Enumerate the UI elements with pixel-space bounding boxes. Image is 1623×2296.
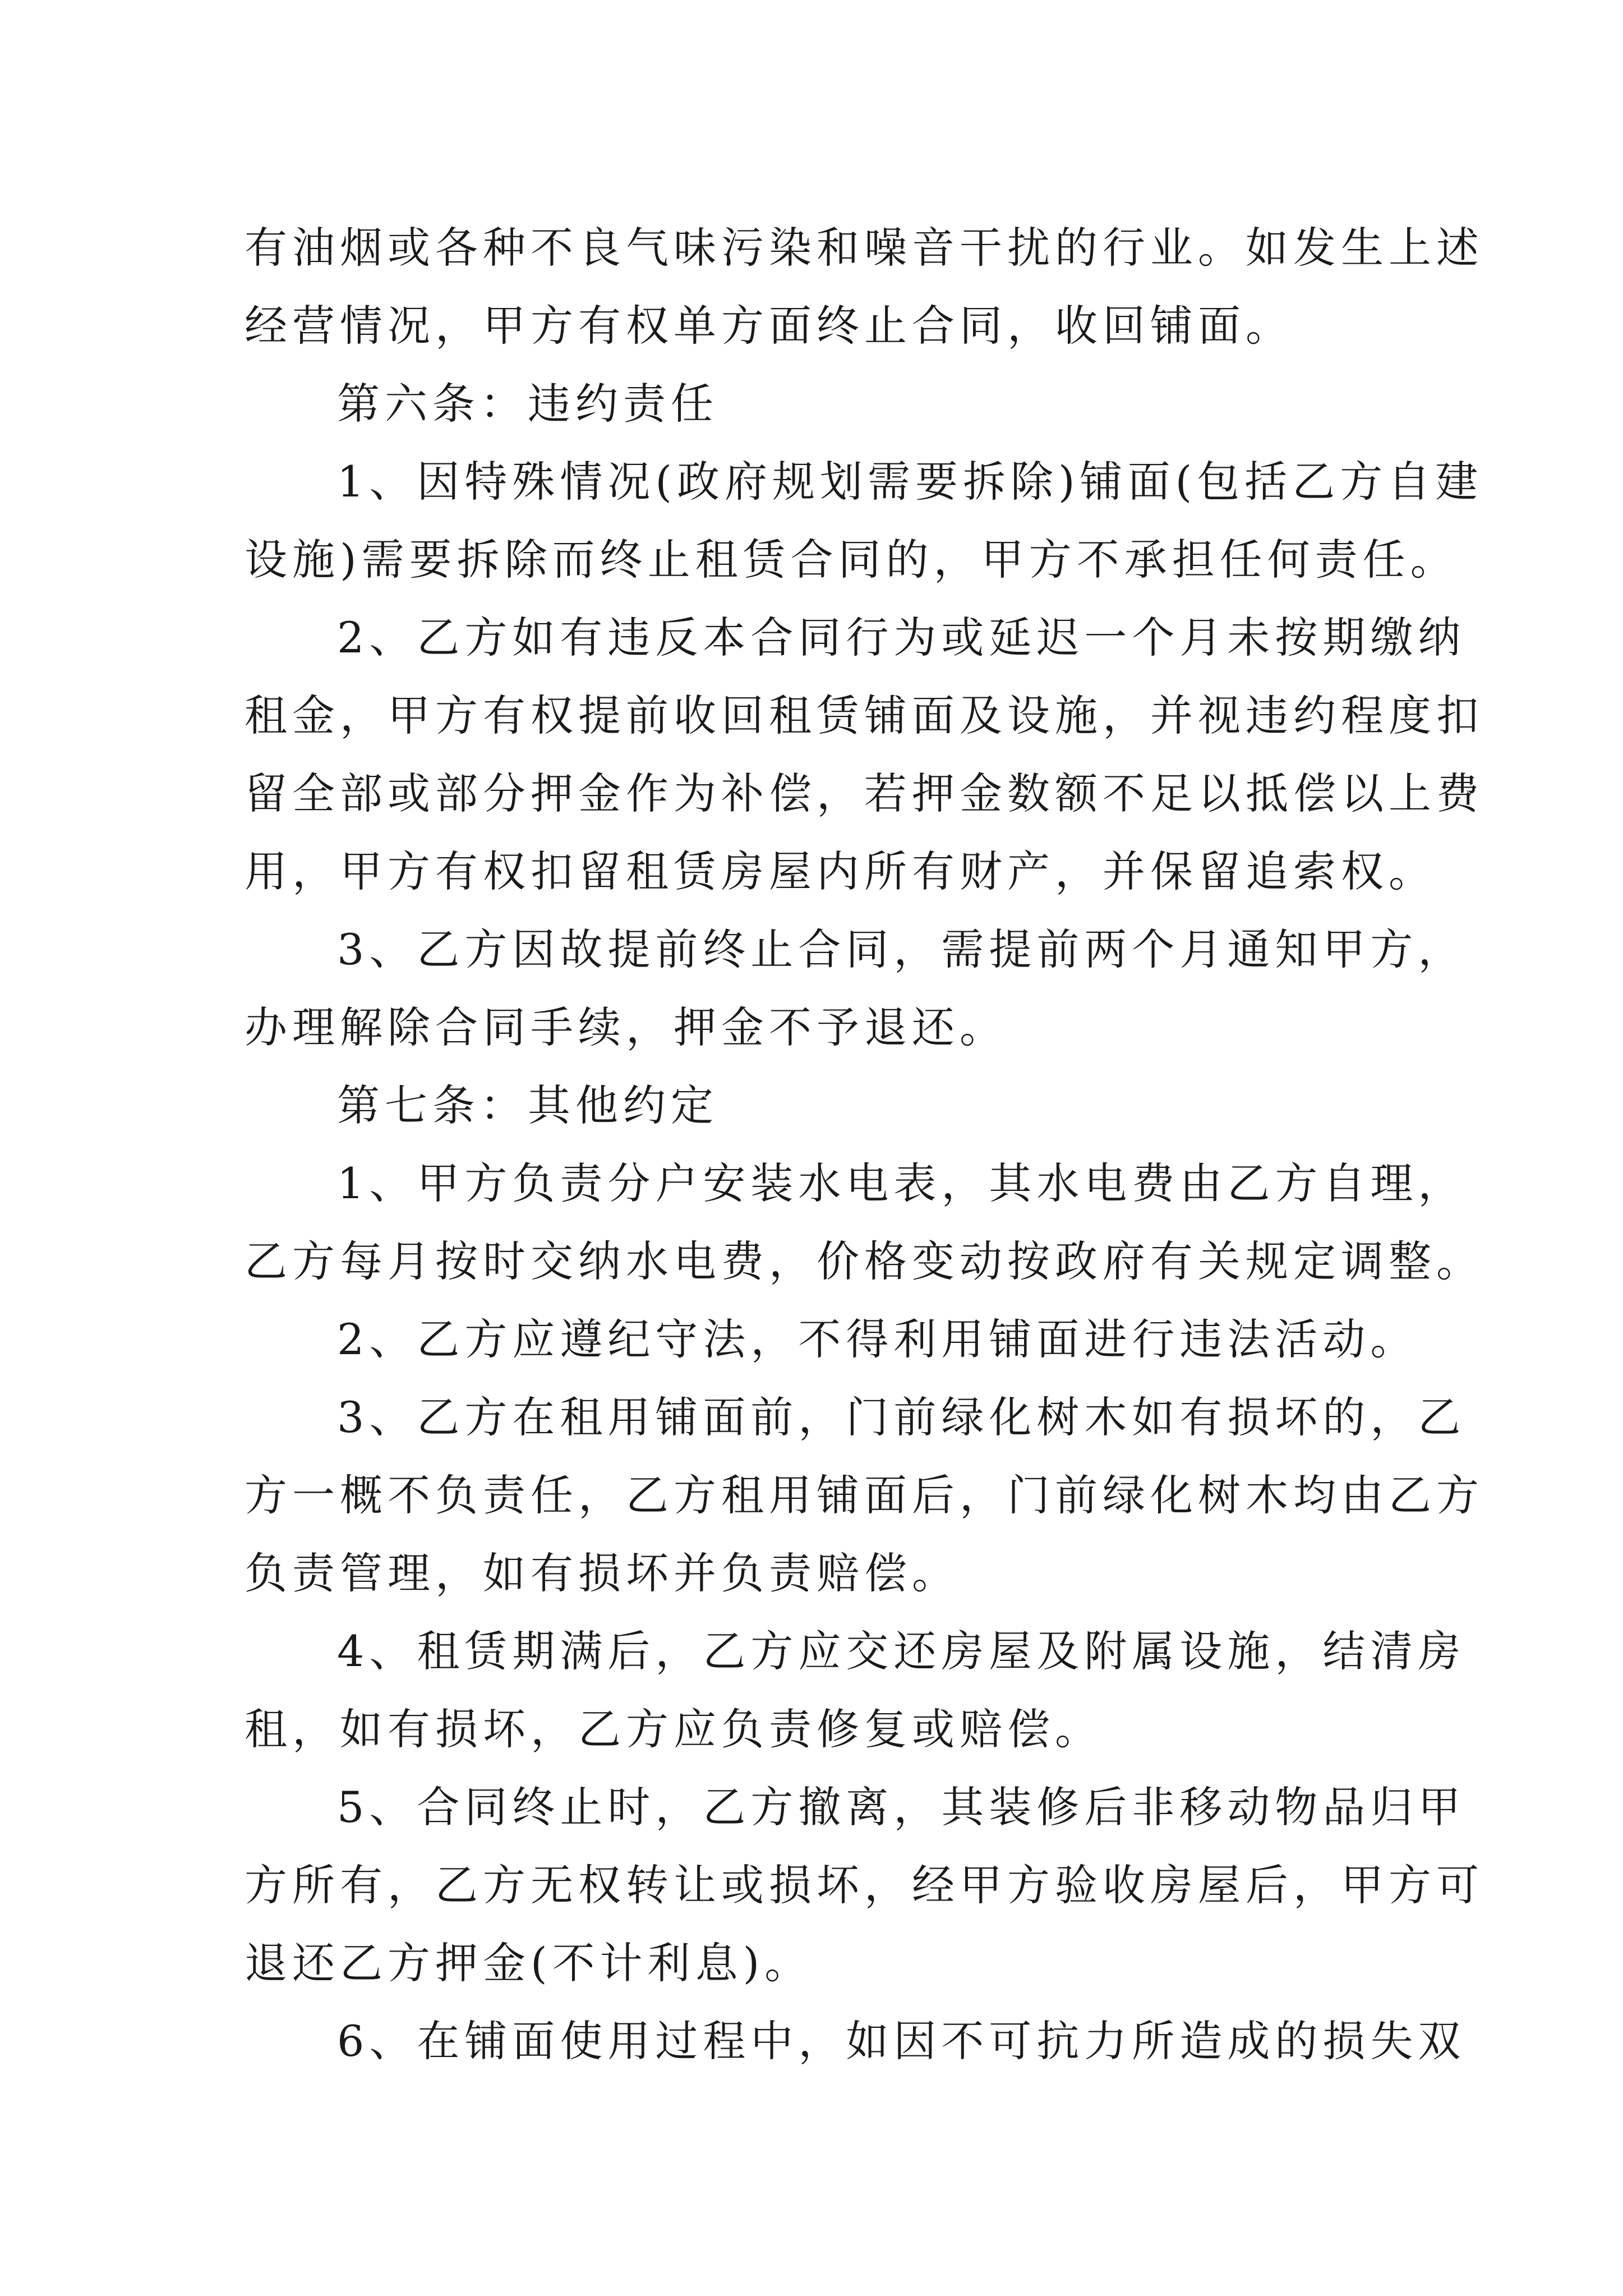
text-line: 2、乙方如有违反本合同行为或延迟一个月未按期缴纳	[337, 613, 1466, 662]
text-line: 3、乙方在租用铺面前，门前绿化树木如有损坏的，乙	[337, 1392, 1466, 1442]
text-line: 负责管理，如有损坏并负责赔偿。	[245, 1548, 960, 1598]
text-line: 5、合同终止时，乙方撤离，其装修后非移动物品归甲	[337, 1782, 1466, 1832]
text-line: 1、甲方负责分户安装水电表，其水电费由乙方自理，	[337, 1158, 1466, 1208]
text-line: 4、租赁期满后，乙方应交还房屋及附属设施，结清房	[337, 1626, 1466, 1676]
text-line: 用，甲方有权扣留租赁房屋内所有财产，并保留追索权。	[245, 846, 1436, 896]
text-line: 有油烟或各种不良气味污染和噪音干扰的行业。如发生上述	[245, 223, 1484, 273]
text-line: 6、在铺面使用过程中，如因不可抗力所造成的损失双	[337, 2016, 1466, 2066]
text-line: 3、乙方因故提前终止合同，需提前两个月通知甲方，	[337, 924, 1466, 974]
text-line: 办理解除合同手续，押金不予退还。	[245, 1002, 1007, 1052]
text-line: 留全部或部分押金作为补偿，若押金数额不足以抵偿以上费	[245, 769, 1484, 818]
contract-text	[245, 209, 1484, 2080]
text-line: 方一概不负责任，乙方租用铺面后，门前绿化树木均由乙方	[245, 1470, 1484, 1520]
text-line: 2、乙方应遵纪守法，不得利用铺面进行违法活动。	[337, 1314, 1418, 1364]
text-line: 乙方每月按时交纳水电费，价格变动按政府有关规定调整。	[245, 1236, 1484, 1286]
text-line: 1、因特殊情况(政府规划需要拆除)铺面(包括乙方自建	[337, 457, 1483, 507]
text-line: 租，如有损坏，乙方应负责修复或赔偿。	[245, 1704, 1103, 1754]
section-heading: 第七条：其他约定	[337, 1080, 718, 1130]
text-line: 经营情况，甲方有权单方面终止合同，收回铺面。	[245, 301, 1293, 351]
text-line: 方所有，乙方无权转让或损坏，经甲方验收房屋后，甲方可	[245, 1860, 1484, 1910]
text-line: 设施)需要拆除而终止租赁合同的，甲方不承担任何责任。	[245, 535, 1458, 585]
text-line: 租金，甲方有权提前收回租赁铺面及设施，并视违约程度扣	[245, 691, 1484, 740]
section-heading: 第六条：违约责任	[337, 379, 718, 429]
text-line: 退还乙方押金(不计利息)。	[245, 1938, 813, 1988]
